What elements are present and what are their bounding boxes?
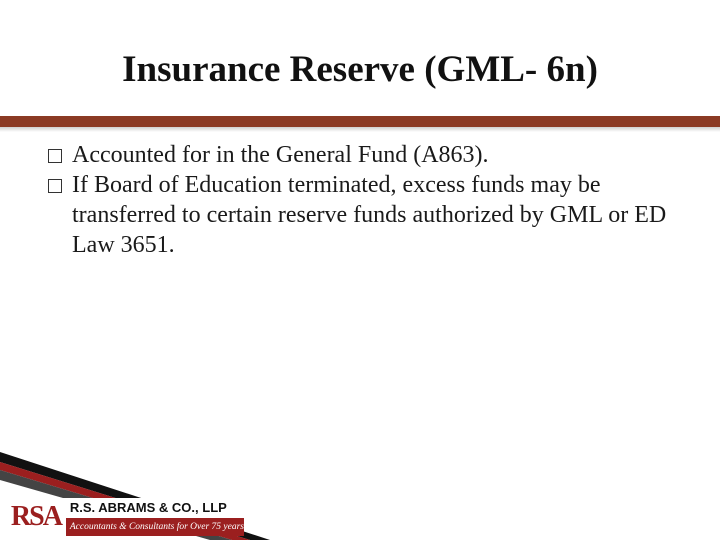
logo-company-name: R.S. ABRAMS & CO., LLP xyxy=(66,498,244,519)
bullet-text: If Board of Education terminated, excess funds may be transferred to certain reserve funds authorized by GML or ED Law 3651. xyxy=(72,172,667,258)
logo-mark: RSA xyxy=(6,498,66,536)
bullet-text: Accounted for in the General Fund (A863). xyxy=(72,142,489,168)
title-divider-bar xyxy=(0,116,720,127)
title-divider-shadow xyxy=(0,127,720,132)
bullet-list xyxy=(46,140,686,260)
company-logo xyxy=(6,498,244,536)
logo-tagline: Accountants & Consultants for Over 75 years xyxy=(66,519,244,536)
square-bullet-icon xyxy=(48,149,62,163)
logo-text xyxy=(66,498,244,536)
square-bullet-icon xyxy=(48,179,62,193)
bullet-item xyxy=(46,140,686,170)
slide-title: Insurance Reserve (GML- 6n) xyxy=(122,49,598,90)
bullet-item xyxy=(46,170,686,260)
